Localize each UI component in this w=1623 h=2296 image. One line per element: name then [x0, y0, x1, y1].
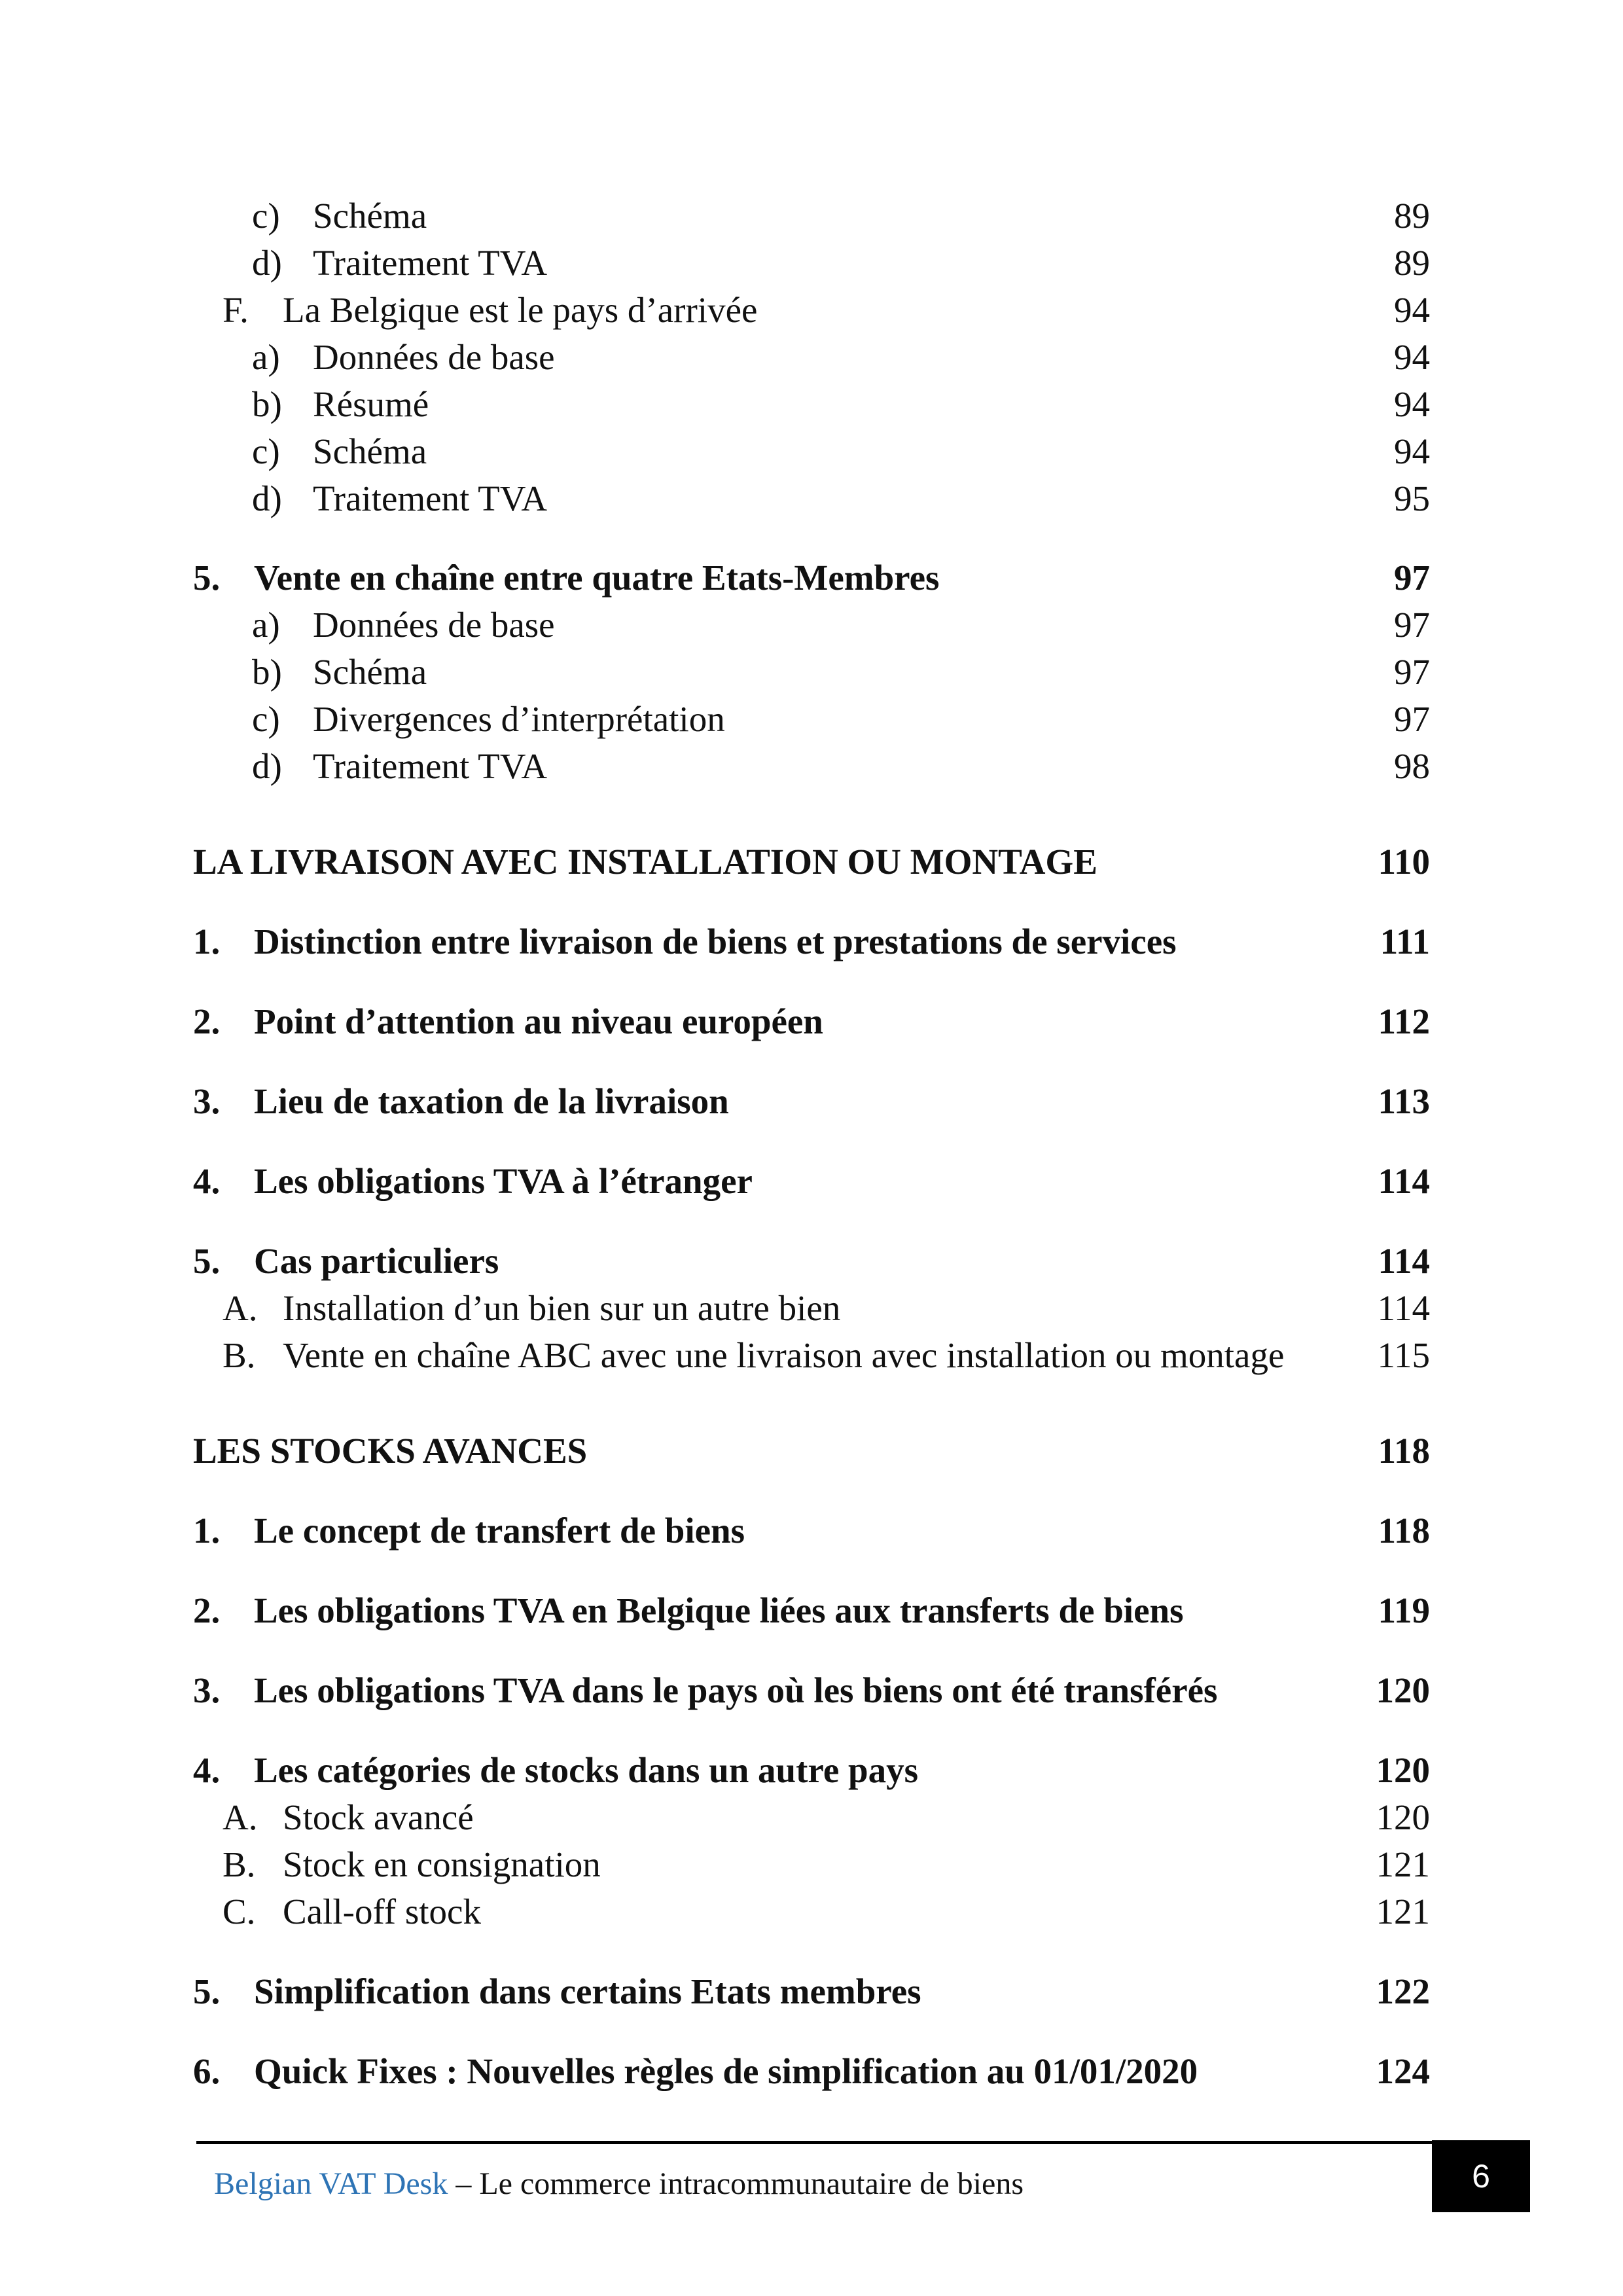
toc-entry-page: 120 [1376, 1670, 1430, 1710]
toc-entry-number: 5. [193, 1241, 221, 1281]
toc-section [0, 916, 1623, 968]
toc-entry-title: Données de base [313, 337, 555, 377]
toc-section [0, 1744, 1623, 1797]
toc-subsection [0, 1282, 1623, 1335]
toc-entry-page: 120 [1376, 1797, 1430, 1837]
toc-subsection [0, 1839, 1623, 1891]
toc-entry-title: Distinction entre livraison de biens et prestations de services [254, 922, 1177, 961]
toc-section [0, 2045, 1623, 2098]
toc-entry-page: 112 [1378, 1001, 1430, 1041]
toc-entry-number: 1. [193, 922, 221, 961]
toc-entry-number: b) [252, 384, 282, 424]
toc-subsection [0, 599, 1623, 651]
toc-subsection [0, 740, 1623, 793]
toc-entry-title: Traitement TVA [313, 243, 548, 283]
toc-entry-number: 4. [193, 1161, 221, 1201]
toc-subsection [0, 378, 1623, 431]
toc-entry-page: 94 [1394, 337, 1430, 377]
toc-entry-number: 1. [193, 1511, 221, 1551]
toc-entry-title: Traitement TVA [313, 746, 548, 786]
toc-entry-page: 89 [1394, 243, 1430, 283]
toc-chapter [0, 836, 1623, 888]
toc-entry-page: 94 [1394, 290, 1430, 330]
toc-entry-page: 118 [1378, 1431, 1430, 1471]
toc-entry-title: Les catégories de stocks dans un autre pays [254, 1750, 919, 1790]
toc-subsection [0, 284, 1623, 336]
toc-section [0, 1075, 1623, 1128]
toc-entry-title: Cas particuliers [254, 1241, 499, 1281]
toc-entry-page: 94 [1394, 431, 1430, 471]
toc-entry-title: Le concept de transfert de biens [254, 1511, 745, 1551]
toc-entry-title: Lieu de taxation de la livraison [254, 1081, 729, 1121]
toc-section [0, 1505, 1623, 1557]
toc-entry-title: Divergences d’interprétation [313, 699, 725, 739]
toc-subsection [0, 237, 1623, 289]
toc-section [0, 1965, 1623, 2018]
toc-entry-page: 98 [1394, 746, 1430, 786]
toc-entry-title: Les obligations TVA en Belgique liées aux transferts de biens [254, 1590, 1184, 1630]
toc-entry-title: Installation d’un bien sur un autre bien [283, 1288, 841, 1328]
toc-entry-page: 97 [1394, 558, 1430, 598]
toc-entry-title: Les obligations TVA dans le pays où les biens ont été transférés [254, 1670, 1218, 1710]
toc-entry-title: Traitement TVA [313, 478, 548, 518]
toc-entry-title: La Belgique est le pays d’arrivée [283, 290, 758, 330]
toc-section [0, 1664, 1623, 1717]
toc-entry-number: d) [252, 746, 282, 786]
footer-separator: – [448, 2166, 480, 2201]
toc-entry-page: 94 [1394, 384, 1430, 424]
toc-entry-number: 4. [193, 1750, 221, 1790]
toc-entry-title: Vente en chaîne ABC avec une livraison avec installation ou montage [283, 1335, 1285, 1375]
toc-entry-title: Point d’attention au niveau européen [254, 1001, 823, 1041]
toc-entry-number: 5. [193, 558, 221, 598]
toc-entry-page: 118 [1378, 1511, 1430, 1551]
toc-entry-title: Données de base [313, 605, 555, 645]
toc-entry-page: 97 [1394, 605, 1430, 645]
toc-entry-page: 115 [1377, 1335, 1430, 1375]
toc-entry-title: Schéma [313, 652, 427, 692]
toc-entry-page: 114 [1377, 1288, 1430, 1328]
toc-entry-number: C. [223, 1892, 256, 1931]
toc-entry-title: LA LIVRAISON AVEC INSTALLATION OU MONTAGE [193, 842, 1097, 882]
toc-entry-number: d) [252, 478, 282, 518]
toc-entry-page: 121 [1376, 1892, 1430, 1931]
toc-entry-page: 97 [1394, 652, 1430, 692]
toc-subsection [0, 425, 1623, 478]
toc-entry-page: 97 [1394, 699, 1430, 739]
toc-section [0, 552, 1623, 604]
toc-entry-title: Schéma [313, 196, 427, 236]
toc-entry-title: Stock avancé [283, 1797, 474, 1837]
footer-rule [196, 2141, 1432, 2144]
toc-entry-number: c) [252, 431, 280, 471]
footer-brand: Belgian VAT Desk [214, 2166, 448, 2201]
toc-entry-number: B. [223, 1844, 256, 1884]
toc-subsection [0, 1886, 1623, 1938]
toc-chapter [0, 1425, 1623, 1477]
toc-entry-title: Call-off stock [283, 1892, 481, 1931]
toc-entry-number: a) [252, 337, 280, 377]
toc-entry-title: Vente en chaîne entre quatre Etats-Membres [254, 558, 940, 598]
toc-entry-number: 6. [193, 2051, 221, 2091]
footer-title: Le commerce intracommunautaire de biens [479, 2166, 1024, 2201]
toc-section [0, 1585, 1623, 1637]
toc-entry-title: Simplification dans certains Etats membres [254, 1971, 921, 2011]
toc-entry-number: d) [252, 243, 282, 283]
toc-subsection [0, 1329, 1623, 1382]
toc-entry-title: Résumé [313, 384, 429, 424]
toc-entry-page: 114 [1378, 1161, 1430, 1201]
toc-entry-number: 3. [193, 1670, 221, 1710]
toc-entry-page: 111 [1380, 922, 1430, 961]
toc-entry-title: Les obligations TVA à l’étranger [254, 1161, 753, 1201]
toc-entry-number: a) [252, 605, 280, 645]
toc-subsection [0, 646, 1623, 698]
toc-subsection [0, 331, 1623, 384]
toc-section [0, 1235, 1623, 1287]
toc-entry-page: 121 [1376, 1844, 1430, 1884]
toc-subsection [0, 1791, 1623, 1844]
toc-entry-number: B. [223, 1335, 256, 1375]
toc-entry-number: c) [252, 699, 280, 739]
toc-entry-number: F. [223, 290, 249, 330]
toc-entry-page: 124 [1376, 2051, 1430, 2091]
toc-entry-number: A. [223, 1797, 258, 1837]
toc-entry-page: 120 [1376, 1750, 1430, 1790]
toc-entry-page: 95 [1394, 478, 1430, 518]
toc-subsection [0, 693, 1623, 745]
toc-entry-title: LES STOCKS AVANCES [193, 1431, 588, 1471]
toc-entry-number: b) [252, 652, 282, 692]
toc-entry-page: 122 [1376, 1971, 1430, 2011]
toc-subsection [0, 190, 1623, 242]
toc-entry-page: 89 [1394, 196, 1430, 236]
toc-entry-page: 114 [1378, 1241, 1430, 1281]
toc-entry-number: A. [223, 1288, 258, 1328]
toc-entry-number: 2. [193, 1001, 221, 1041]
toc-entry-number: c) [252, 196, 280, 236]
toc-entry-title: Quick Fixes : Nouvelles règles de simplification au 01/01/2020 [254, 2051, 1198, 2091]
toc-entry-page: 119 [1378, 1590, 1430, 1630]
toc-entry-number: 2. [193, 1590, 221, 1630]
toc-entry-number: 5. [193, 1971, 221, 2011]
toc-entry-page: 113 [1378, 1081, 1430, 1121]
toc-subsection [0, 473, 1623, 525]
toc-entry-page: 110 [1378, 842, 1430, 882]
toc-entry-title: Schéma [313, 431, 427, 471]
toc-section [0, 1155, 1623, 1208]
toc-section [0, 996, 1623, 1048]
footer [214, 2161, 1024, 2207]
toc-entry-number: 3. [193, 1081, 221, 1121]
toc-entry-title: Stock en consignation [283, 1844, 601, 1884]
page-number: 6 [1432, 2140, 1530, 2212]
